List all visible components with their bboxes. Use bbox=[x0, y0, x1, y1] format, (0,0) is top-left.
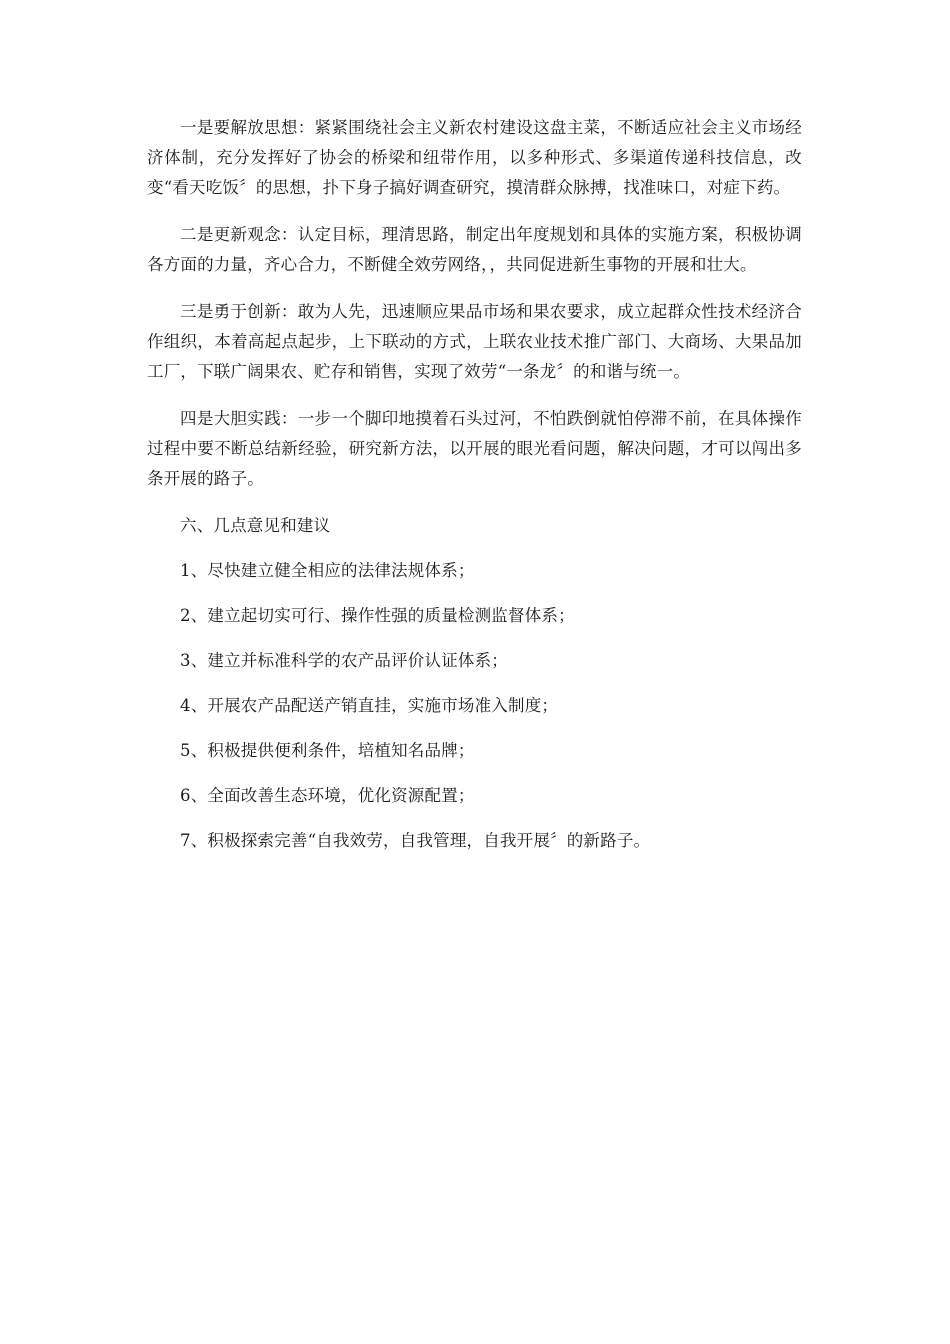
list-item: 7、积极探索完善“自我效劳，自我管理，自我开展〞的新路子。 bbox=[180, 831, 651, 850]
list-item: 4、开展农产品配送产销直挂，实施市场准入制度； bbox=[180, 696, 559, 715]
document-body bbox=[147, 113, 802, 871]
list-item: 2、建立起切实可行、操作性强的质量检测监督体系； bbox=[180, 606, 575, 625]
paragraph-innovation: 三是勇于创新：敢为人先，迅速顺应果品市场和果农要求，成立起群众性技术经济合作组织，本着高起点起步，上下联动的方式，上联农业技术推广部门、大商场、大果品加工厂，下联广阔果农、贮存和销售，实现了效劳“一条龙〞的和谐与统一。 bbox=[147, 302, 802, 381]
list-item: 1、尽快建立健全相应的法律法规体系； bbox=[180, 561, 475, 580]
section-heading: 六、几点意见和建议 bbox=[180, 516, 331, 535]
paragraph-update-concepts: 二是更新观念：认定目标，理清思路，制定出年度规划和具体的实施方案，积极协调各方面的力量，齐心合力，不断健全效劳网络，，共同促进新生事物的开展和壮大。 bbox=[147, 225, 802, 274]
paragraph-liberate-thinking: 一是要解放思想：紧紧围绕社会主义新农村建设这盘主菜，不断适应社会主义市场经济体制，充分发挥好了协会的桥梁和纽带作用，以多种形式、多渠道传递科技信息，改变“看天吃饭〞的思想，扑下身子搞好调查研究，摸清群众脉搏，找准味口，对症下药。 bbox=[147, 118, 802, 197]
paragraph-bold-practice: 四是大胆实践：一步一个脚印地摸着石头过河，不怕跌倒就怕停滞不前，在具体操作过程中要不断总结新经验，研究新方法，以开展的眼光看问题，解决问题，才可以闯出多条开展的路子。 bbox=[147, 409, 802, 488]
list-item: 5、积极提供便利条件，培植知名品牌； bbox=[180, 741, 475, 760]
list-item: 3、建立并标准科学的农产品评价认证体系； bbox=[180, 651, 508, 670]
list-item: 6、全面改善生态环境，优化资源配置； bbox=[180, 786, 475, 805]
